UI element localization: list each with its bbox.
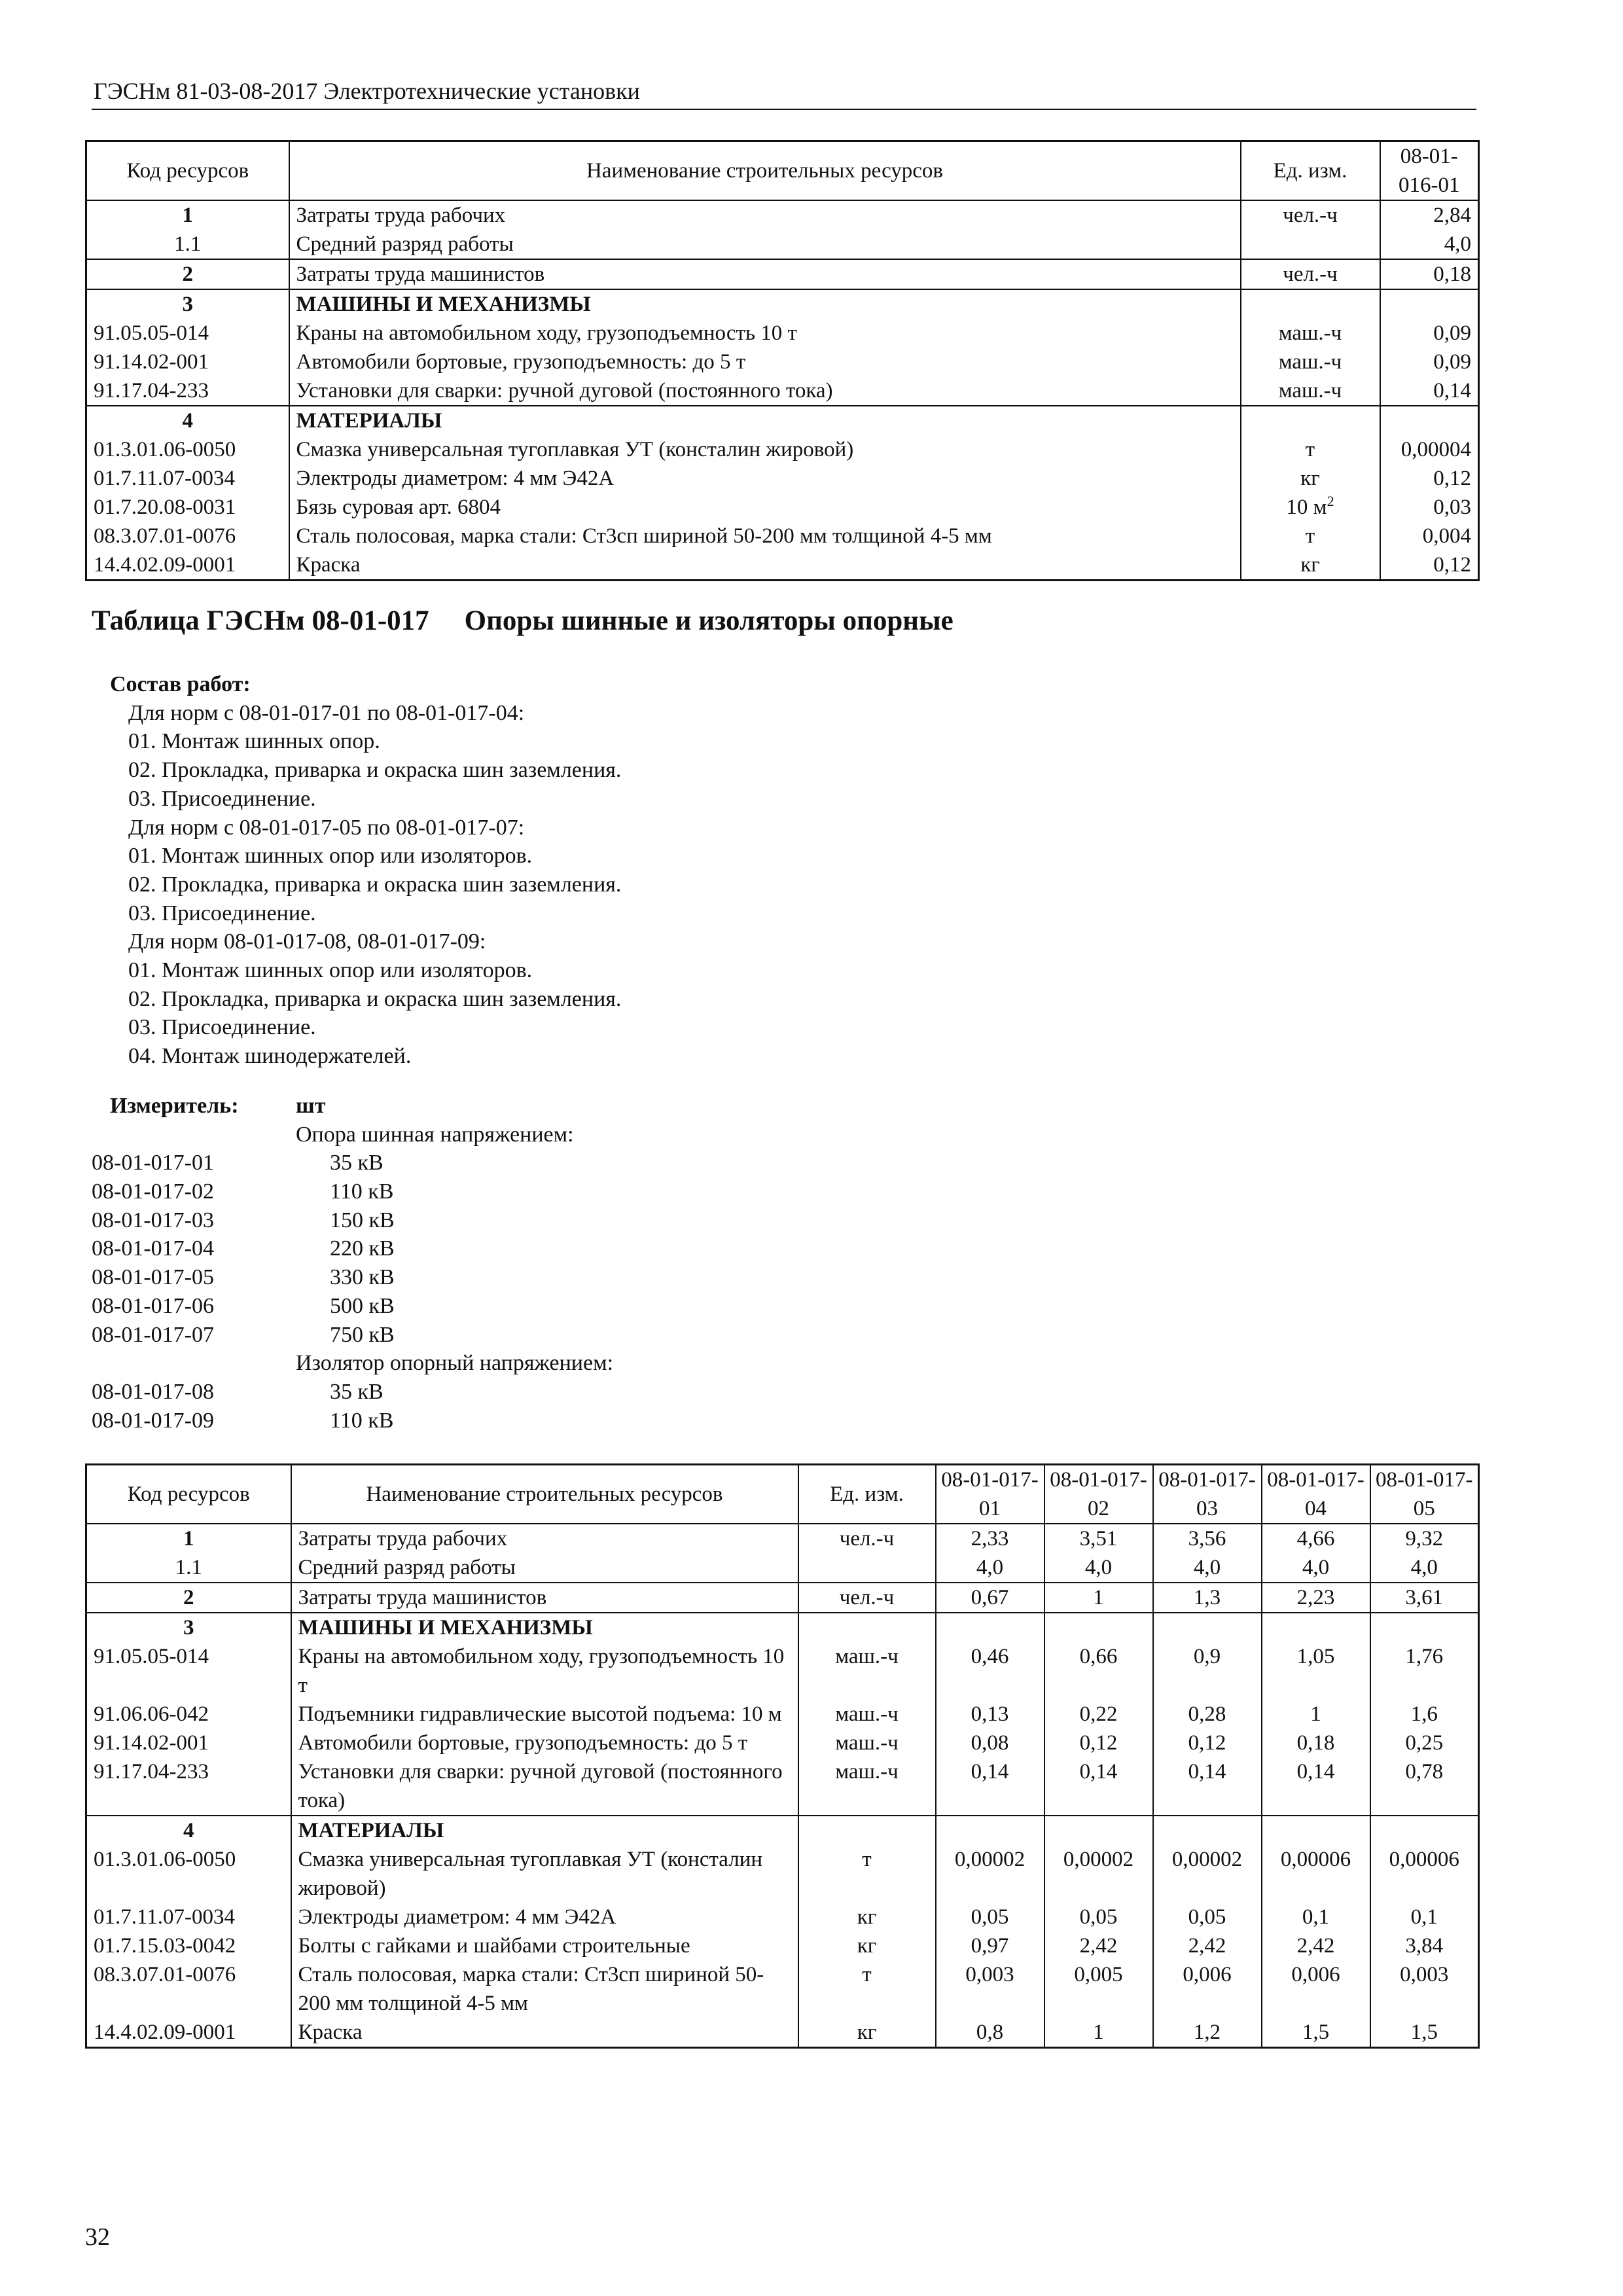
measure-group-title: Изолятор опорный напряжением: (296, 1351, 614, 1376)
section-title (92, 605, 954, 637)
work-heading: Состав работ: (110, 672, 251, 696)
resource-value: 0,00002 (936, 1845, 1044, 1903)
resource-unit (1241, 406, 1380, 435)
resource-unit (1241, 289, 1380, 319)
col-header-code: Код ресурсов (86, 1465, 291, 1524)
measure-row (92, 1378, 812, 1407)
resource-unit: кг (798, 1931, 936, 1960)
resource-code: 01.7.20.08-0031 (86, 493, 289, 522)
resource-value: 0,18 (1380, 259, 1479, 289)
resource-value: 4,0 (1370, 1553, 1479, 1583)
resource-value: 1,3 (1153, 1583, 1262, 1613)
norm-voltage: 220 кВ (330, 1236, 395, 1261)
measure-row (92, 1206, 812, 1235)
resource-code: 91.17.04-233 (86, 376, 289, 406)
resource-value: 4,66 (1262, 1524, 1370, 1553)
resource-unit: кг (798, 2018, 936, 2048)
col-header-norm: 08-01-017-04 (1262, 1465, 1370, 1524)
resource-value: 4,0 (1262, 1553, 1370, 1583)
resource-value: 2,33 (936, 1524, 1044, 1553)
resource-value: 0,12 (1380, 550, 1479, 581)
table-row (86, 259, 1479, 289)
resource-value (1380, 289, 1479, 319)
norm-voltage: 500 кВ (330, 1293, 395, 1318)
col-header-norm: 08-01-017-05 (1370, 1465, 1479, 1524)
measure-label: Измеритель: (110, 1094, 239, 1118)
section-code: 3 (86, 1613, 291, 1642)
table-row (86, 1553, 1479, 1583)
table-row (86, 1931, 1479, 1960)
col-header-norm: 08-01-016-01 (1380, 141, 1479, 201)
resource-value: 0,14 (1262, 1757, 1370, 1816)
resource-value: 0,67 (936, 1583, 1044, 1613)
resource-name: Электроды диаметром: 4 мм Э42А (291, 1903, 798, 1931)
resource-code: 01.7.15.03-0042 (86, 1931, 291, 1960)
norm-code: 08-01-017-01 (92, 1151, 214, 1175)
resource-code: 2 (86, 259, 289, 289)
resource-code: 91.05.05-014 (86, 319, 289, 348)
resource-value: 0,1 (1370, 1903, 1479, 1931)
resource-code: 91.14.02-001 (86, 1729, 291, 1757)
col-header-norm: 08-01-017-02 (1044, 1465, 1153, 1524)
resource-code: 01.7.11.07-0034 (86, 1903, 291, 1931)
table-row (86, 1845, 1479, 1903)
resource-name: Подъемники гидравлические высотой подъема: 10 м (291, 1700, 798, 1729)
resource-code: 91.14.02-001 (86, 348, 289, 376)
work-line: Для норм 08-01-017-08, 08-01-017-09: (128, 929, 486, 954)
col-header-name: Наименование строительных ресурсов (291, 1465, 798, 1524)
resource-code: 91.17.04-233 (86, 1757, 291, 1816)
resource-value: 0,66 (1044, 1642, 1153, 1700)
table-row (86, 522, 1479, 550)
resource-value (1153, 1816, 1262, 1845)
resource-value (1370, 1613, 1479, 1642)
section-code: 3 (86, 289, 289, 319)
resource-code: 91.06.06-042 (86, 1700, 291, 1729)
norm-voltage: 330 кВ (330, 1265, 395, 1290)
resource-value: 0,03 (1380, 493, 1479, 522)
table-row (86, 1700, 1479, 1729)
resource-unit (798, 1553, 936, 1583)
resource-value: 9,32 (1370, 1524, 1479, 1553)
resource-value: 0,1 (1262, 1903, 1370, 1931)
measure-group-title: Опора шинная напряжением: (296, 1122, 574, 1147)
resource-value: 1,5 (1262, 2018, 1370, 2048)
unit-base: 10 м (1286, 495, 1327, 519)
table-row (86, 230, 1479, 259)
table-row-section (86, 406, 1479, 435)
work-line: 01. Монтаж шинных опор или изоляторов. (128, 844, 533, 869)
resource-unit: маш.-ч (798, 1757, 936, 1816)
resource-value: 3,84 (1370, 1931, 1479, 1960)
resource-unit: маш.-ч (1241, 348, 1380, 376)
resource-code: 14.4.02.09-0001 (86, 2018, 291, 2048)
norm-voltage: 110 кВ (330, 1179, 394, 1204)
table-row (86, 200, 1479, 230)
resource-unit: маш.-ч (798, 1700, 936, 1729)
col-header-code: Код ресурсов (86, 141, 289, 201)
norm-code: 08-01-017-04 (92, 1236, 214, 1261)
work-line: 02. Прокладка, приварка и окраска шин заземления. (128, 872, 622, 897)
resource-unit: маш.-ч (1241, 376, 1380, 406)
measure-row (92, 1263, 812, 1292)
col-header-unit: Ед. изм. (1241, 141, 1380, 201)
table-row (86, 435, 1479, 464)
resource-unit (798, 1816, 936, 1845)
work-line: Для норм с 08-01-017-05 по 08-01-017-07: (128, 815, 525, 840)
resource-code: 01.3.01.06-0050 (86, 1845, 291, 1903)
resource-name: Средний разряд работы (291, 1553, 798, 1583)
resource-value: 0,006 (1153, 1960, 1262, 2018)
work-line: 04. Монтаж шинодержателей. (128, 1044, 412, 1069)
work-line: 01. Монтаж шинных опор. (128, 729, 380, 754)
resource-code: 1.1 (86, 1553, 291, 1583)
norm-voltage: 150 кВ (330, 1208, 395, 1232)
running-header: ГЭСНм 81-03-08-2017 Электротехнические установки (94, 78, 640, 104)
table-row (86, 348, 1479, 376)
resource-name: Краска (289, 550, 1241, 581)
resource-unit (1241, 493, 1380, 522)
resource-value: 2,42 (1044, 1931, 1153, 1960)
resource-unit: т (1241, 522, 1380, 550)
resource-value: 1,5 (1370, 2018, 1479, 2048)
resource-value: 0,09 (1380, 319, 1479, 348)
resource-name: Затраты труда машинистов (289, 259, 1241, 289)
resource-value: 3,61 (1370, 1583, 1479, 1613)
resource-value: 0,00006 (1262, 1845, 1370, 1903)
norm-code: 08-01-017-09 (92, 1408, 214, 1433)
resource-value: 0,14 (1153, 1757, 1262, 1816)
resource-value: 4,0 (936, 1553, 1044, 1583)
page-number: 32 (85, 2223, 110, 2251)
table-row (86, 1903, 1479, 1931)
resource-code: 14.4.02.09-0001 (86, 550, 289, 581)
section-name: МАТЕРИАЛЫ (291, 1816, 798, 1845)
resource-value: 0,78 (1370, 1757, 1479, 1816)
table-row (86, 1729, 1479, 1757)
resource-value: 0,28 (1153, 1700, 1262, 1729)
resource-unit: т (798, 1845, 936, 1903)
measure-row (92, 1149, 812, 1177)
resource-value (1262, 1816, 1370, 1845)
resource-name: Затраты труда рабочих (289, 200, 1241, 230)
table-row (86, 493, 1479, 522)
section-name: МАШИНЫ И МЕХАНИЗМЫ (291, 1613, 798, 1642)
work-line: 02. Прокладка, приварка и окраска шин заземления. (128, 758, 622, 783)
resource-name: Средний разряд работы (289, 230, 1241, 259)
table-row-section (86, 1613, 1479, 1642)
table-row (86, 2018, 1479, 2048)
resource-code: 91.05.05-014 (86, 1642, 291, 1700)
resource-name: Краны на автомобильном ходу, грузоподъемность 10 т (291, 1642, 798, 1700)
resource-value: 0,005 (1044, 1960, 1153, 2018)
resource-name: Смазка универсальная тугоплавкая УТ (консталин жировой) (289, 435, 1241, 464)
resource-value: 4,0 (1044, 1553, 1153, 1583)
measure-row (92, 1234, 812, 1263)
section-code: 4 (86, 1816, 291, 1845)
measure-block (92, 1092, 812, 1435)
table-row (86, 319, 1479, 348)
norm-voltage: 35 кВ (330, 1151, 383, 1175)
resource-value: 2,23 (1262, 1583, 1370, 1613)
measure-row (92, 1292, 812, 1321)
resource-value: 0,00004 (1380, 435, 1479, 464)
resource-name: Затраты труда рабочих (291, 1524, 798, 1553)
resource-unit: кг (798, 1903, 936, 1931)
resource-value: 0,05 (1044, 1903, 1153, 1931)
resource-unit: т (1241, 435, 1380, 464)
resource-code: 2 (86, 1583, 291, 1613)
norm-voltage: 750 кВ (330, 1322, 395, 1347)
norm-code: 08-01-017-03 (92, 1208, 214, 1232)
norm-code: 08-01-017-02 (92, 1179, 214, 1204)
resource-value: 0,004 (1380, 522, 1479, 550)
work-line: 03. Присоединение. (128, 901, 316, 925)
table-row (86, 1642, 1479, 1700)
resource-value: 1 (1044, 2018, 1153, 2048)
resource-unit: кг (1241, 464, 1380, 493)
resource-name: Затраты труда машинистов (291, 1583, 798, 1613)
resource-name: Краны на автомобильном ходу, грузоподъемность 10 т (289, 319, 1241, 348)
resource-value (1044, 1613, 1153, 1642)
resource-value: 0,00002 (1153, 1845, 1262, 1903)
table-title: Опоры шинные и изоляторы опорные (464, 605, 954, 636)
table-row (86, 1583, 1479, 1613)
work-line: 03. Присоединение. (128, 786, 316, 811)
resource-name: Автомобили бортовые, грузоподъемность: до 5 т (289, 348, 1241, 376)
resource-name: Электроды диаметром: 4 мм Э42А (289, 464, 1241, 493)
norm-voltage: 35 кВ (330, 1379, 383, 1404)
resource-value: 0,14 (1380, 376, 1479, 406)
resource-name: Автомобили бортовые, грузоподъемность: до 5 т (291, 1729, 798, 1757)
resource-value (1153, 1613, 1262, 1642)
resource-value: 3,51 (1044, 1524, 1153, 1553)
resource-table-016 (85, 140, 1480, 581)
resource-value: 0,9 (1153, 1642, 1262, 1700)
section-name: МАШИНЫ И МЕХАНИЗМЫ (289, 289, 1241, 319)
norm-code: 08-01-017-06 (92, 1293, 214, 1318)
resource-value: 0,13 (936, 1700, 1044, 1729)
resource-unit: чел.-ч (798, 1524, 936, 1553)
resource-name: Установки для сварки: ручной дуговой (постоянного тока) (291, 1757, 798, 1816)
resource-value: 0,18 (1262, 1729, 1370, 1757)
resource-unit: маш.-ч (1241, 319, 1380, 348)
resource-code: 01.7.11.07-0034 (86, 464, 289, 493)
resource-value: 0,00002 (1044, 1845, 1153, 1903)
measure-row (92, 1407, 812, 1435)
resource-code: 1 (86, 1524, 291, 1553)
resource-value: 0,12 (1380, 464, 1479, 493)
resource-value: 0,46 (936, 1642, 1044, 1700)
resource-value: 0,97 (936, 1931, 1044, 1960)
resource-value: 0,8 (936, 2018, 1044, 2048)
table-number: Таблица ГЭСНм 08-01-017 (92, 605, 429, 636)
resource-value: 0,003 (936, 1960, 1044, 2018)
table-row (86, 376, 1479, 406)
resource-table-017 (85, 1463, 1480, 2049)
resource-value: 0,12 (1153, 1729, 1262, 1757)
resource-value (1370, 1816, 1479, 1845)
resource-code: 01.3.01.06-0050 (86, 435, 289, 464)
resource-name: Сталь полосовая, марка стали: Ст3сп шириной 50-200 мм толщиной 4-5 мм (291, 1960, 798, 2018)
resource-name: Болты с гайками и шайбами строительные (291, 1931, 798, 1960)
resource-unit: маш.-ч (798, 1642, 936, 1700)
resource-value: 0,08 (936, 1729, 1044, 1757)
header-rule (92, 109, 1476, 110)
resource-value: 0,09 (1380, 348, 1479, 376)
work-line: 03. Присоединение. (128, 1015, 316, 1040)
resource-value: 0,25 (1370, 1729, 1479, 1757)
resource-name: Бязь суровая арт. 6804 (289, 493, 1241, 522)
resource-unit: т (798, 1960, 936, 2018)
work-composition (110, 670, 621, 1071)
col-header-unit: Ед. изм. (798, 1465, 936, 1524)
measure-unit: шт (296, 1094, 326, 1118)
col-header-norm: 08-01-017-01 (936, 1465, 1044, 1524)
resource-unit: кг (1241, 550, 1380, 581)
work-line: 02. Прокладка, приварка и окраска шин заземления. (128, 986, 622, 1011)
resource-name: Смазка универсальная тугоплавкая УТ (консталин жировой) (291, 1845, 798, 1903)
measure-row (92, 1321, 812, 1350)
resource-value: 2,84 (1380, 200, 1479, 230)
table-row (86, 550, 1479, 581)
norm-code: 08-01-017-05 (92, 1265, 214, 1290)
resource-value: 1,6 (1370, 1700, 1479, 1729)
resource-value: 0,12 (1044, 1729, 1153, 1757)
work-line: Для норм с 08-01-017-01 по 08-01-017-04: (128, 700, 525, 725)
resource-code: 1 (86, 200, 289, 230)
resource-value: 0,14 (936, 1757, 1044, 1816)
col-header-name: Наименование строительных ресурсов (289, 141, 1241, 201)
resource-name: Сталь полосовая, марка стали: Ст3сп шириной 50-200 мм толщиной 4-5 мм (289, 522, 1241, 550)
resource-value: 1 (1262, 1700, 1370, 1729)
resource-code: 1.1 (86, 230, 289, 259)
section-code: 4 (86, 406, 289, 435)
resource-unit: чел.-ч (1241, 200, 1380, 230)
measure-row (92, 1177, 812, 1206)
norm-code: 08-01-017-07 (92, 1322, 214, 1347)
table-row-section (86, 1816, 1479, 1845)
resource-value: 0,22 (1044, 1700, 1153, 1729)
col-header-norm: 08-01-017-03 (1153, 1465, 1262, 1524)
norm-voltage: 110 кВ (330, 1408, 394, 1433)
resource-unit (1241, 230, 1380, 259)
resource-value: 1,2 (1153, 2018, 1262, 2048)
resource-unit: чел.-ч (798, 1583, 936, 1613)
table-row (86, 1960, 1479, 2018)
resource-unit (798, 1613, 936, 1642)
resource-unit: чел.-ч (1241, 259, 1380, 289)
resource-value: 0,006 (1262, 1960, 1370, 2018)
resource-value (1380, 406, 1479, 435)
resource-value: 0,14 (1044, 1757, 1153, 1816)
resource-name: Краска (291, 2018, 798, 2048)
resource-value: 2,42 (1262, 1931, 1370, 1960)
table-row (86, 1524, 1479, 1553)
resource-unit: маш.-ч (798, 1729, 936, 1757)
resource-value: 0,05 (936, 1903, 1044, 1931)
resource-value (1044, 1816, 1153, 1845)
resource-value: 1,05 (1262, 1642, 1370, 1700)
resource-value: 0,00006 (1370, 1845, 1479, 1903)
resource-value: 4,0 (1153, 1553, 1262, 1583)
table-row (86, 1757, 1479, 1816)
resource-value (1262, 1613, 1370, 1642)
table-row-section (86, 289, 1479, 319)
table-row (86, 464, 1479, 493)
resource-value: 2,42 (1153, 1931, 1262, 1960)
resource-value: 1 (1044, 1583, 1153, 1613)
resource-value: 0,003 (1370, 1960, 1479, 2018)
resource-value (936, 1816, 1044, 1845)
section-name: МАТЕРИАЛЫ (289, 406, 1241, 435)
resource-value: 0,05 (1153, 1903, 1262, 1931)
resource-value: 3,56 (1153, 1524, 1262, 1553)
norm-code: 08-01-017-08 (92, 1379, 214, 1404)
resource-value: 4,0 (1380, 230, 1479, 259)
work-line: 01. Монтаж шинных опор или изоляторов. (128, 958, 533, 983)
resource-value (936, 1613, 1044, 1642)
unit-superscript: 2 (1327, 493, 1334, 509)
resource-code: 08.3.07.01-0076 (86, 1960, 291, 2018)
resource-name: Установки для сварки: ручной дуговой (постоянного тока) (289, 376, 1241, 406)
resource-value: 1,76 (1370, 1642, 1479, 1700)
resource-code: 08.3.07.01-0076 (86, 522, 289, 550)
